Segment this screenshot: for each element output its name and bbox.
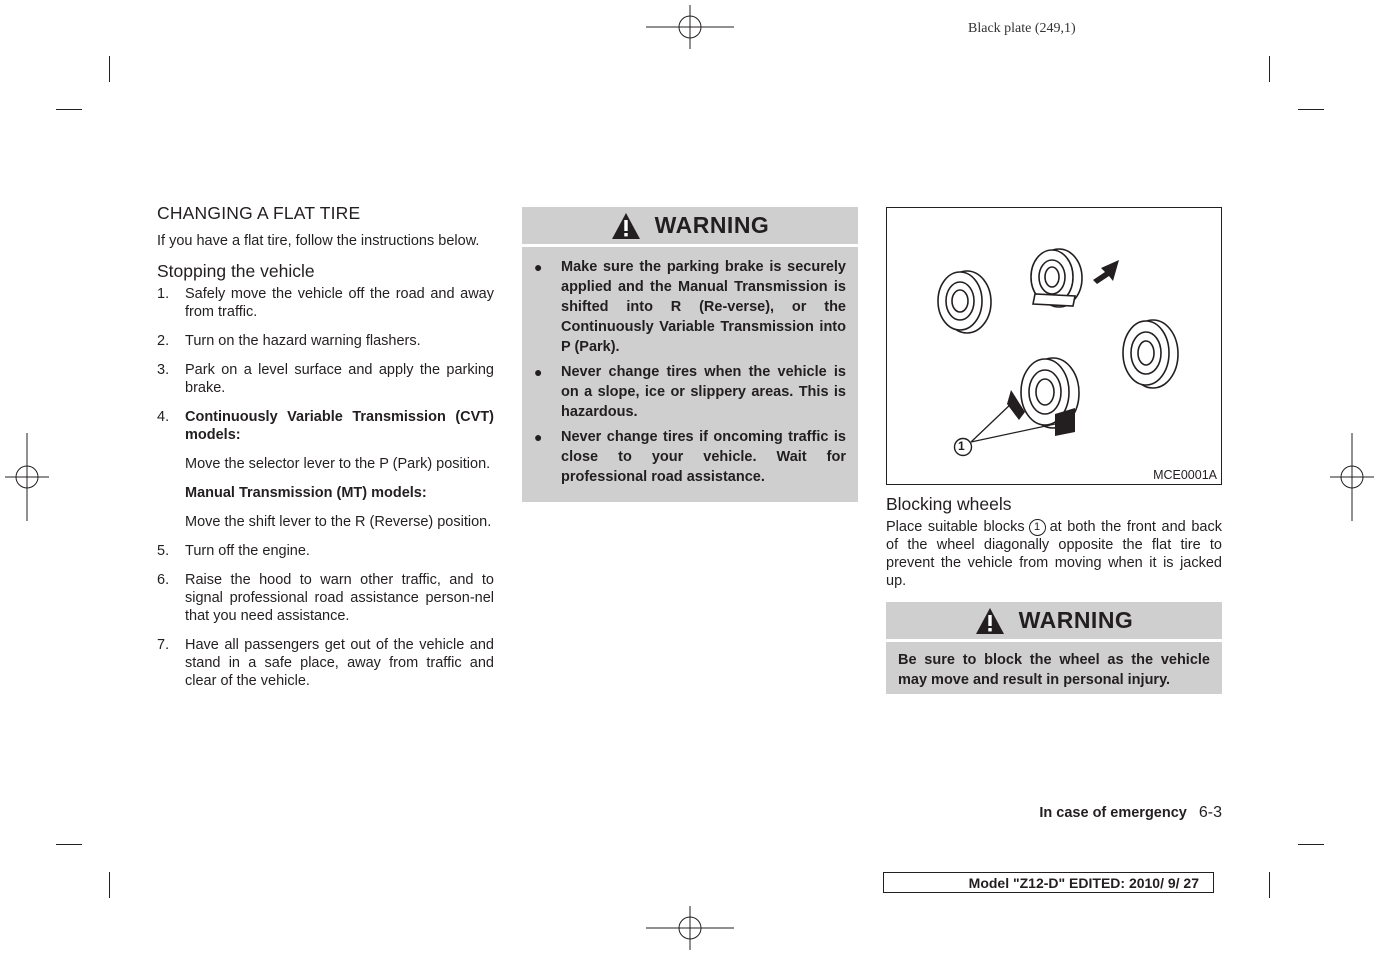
list-item: 6. Raise the hood to warn other traffic, and to signal professional road assistance person-nel that you need assistance.	[157, 572, 494, 624]
registration-mark-icon	[5, 433, 49, 521]
cvt-text: Move the selector lever to the P (Park) position.	[185, 456, 491, 472]
mt-text: Move the shift lever to the R (Reverse) position.	[185, 514, 492, 530]
registration-mark-icon	[646, 906, 734, 950]
warning-title: WARNING	[654, 212, 770, 238]
page-footer	[1039, 804, 1222, 822]
crop-mark	[1298, 844, 1324, 845]
crop-mark	[1298, 109, 1324, 110]
section-name: In case of emergency	[1039, 805, 1187, 821]
plate-label: Black plate (249,1)	[968, 21, 1076, 36]
crop-mark	[109, 872, 110, 898]
subsection-title: Stopping the vehicle	[157, 261, 315, 281]
list-item: 7. Have all passengers get out of the vehicle and stand in a safe place, away from traffic and clear of the vehicle.	[157, 637, 494, 689]
warning-title: WARNING	[1018, 607, 1134, 633]
list-item: 1. Safely move the vehicle off the road and away from traffic.	[157, 286, 494, 320]
subsection-title: Blocking wheels	[886, 494, 1012, 514]
section-title: CHANGING A FLAT TIRE	[157, 203, 361, 223]
callout-number: 1	[958, 439, 965, 453]
left-column	[157, 204, 494, 701]
wheels-illustration	[887, 208, 1221, 484]
steps-list	[157, 285, 494, 690]
warning-header	[522, 207, 858, 247]
warning-box	[522, 207, 858, 502]
list-item: ● Make sure the parking brake is securely applied and the Manual Transmission is shifted into R (Re-verse), or the Continuously Variable Transmission into P (Park).	[534, 259, 846, 355]
blocking-text: Place suitable blocks 1 at both the front and back of the wheel diagonally opposite the flat tire to prevent the vehicle from moving when it is jacked up.	[886, 519, 1222, 589]
warning-header	[886, 602, 1222, 642]
crop-mark	[1269, 872, 1270, 898]
right-column	[886, 495, 1222, 590]
warning-triangle-icon	[975, 607, 1005, 635]
callout-number: 1	[1029, 519, 1046, 536]
warning-box	[886, 602, 1222, 694]
list-item: 3. Park on a level surface and apply the parking brake.	[157, 362, 494, 396]
crop-mark	[56, 844, 82, 845]
mt-heading: Manual Transmission (MT) models:	[185, 485, 427, 501]
page-number: 6-3	[1198, 804, 1222, 821]
crop-mark	[1269, 56, 1270, 82]
registration-mark-icon	[646, 5, 734, 49]
list-item: 2. Turn on the hazard warning flashers.	[157, 333, 421, 349]
cvt-heading: Continuously Variable Transmission (CVT) models:	[185, 409, 494, 443]
registration-mark-icon	[1330, 433, 1374, 521]
wheel-blocking-figure	[886, 207, 1222, 485]
list-item: ● Never change tires if oncoming traffic is close to your vehicle. Wait for professional road assistance.	[534, 429, 846, 485]
list-item: ● Never change tires when the vehicle is on a slope, ice or slippery areas. This is hazardous.	[534, 364, 846, 420]
warning-list	[522, 247, 858, 487]
warning-text: Be sure to block the wheel as the vehicle may move and result in personal injury.	[898, 652, 1210, 688]
model-edited-label: Model "Z12-D" EDITED: 2010/ 9/ 27	[883, 872, 1214, 893]
figure-code: MCE0001A	[1153, 468, 1217, 482]
list-item: 5. Turn off the engine.	[157, 543, 310, 559]
crop-mark	[109, 56, 110, 82]
list-item: 4. Continuously Variable Transmission (CVT) models: Move the selector lever to the P (Park) position. Manual Transmission (MT) models: Move the shift lever to the R (Reverse) position.	[157, 409, 494, 530]
warning-triangle-icon	[611, 212, 641, 240]
intro-text: If you have a flat tire, follow the instructions below.	[157, 233, 480, 249]
crop-mark	[56, 109, 82, 110]
